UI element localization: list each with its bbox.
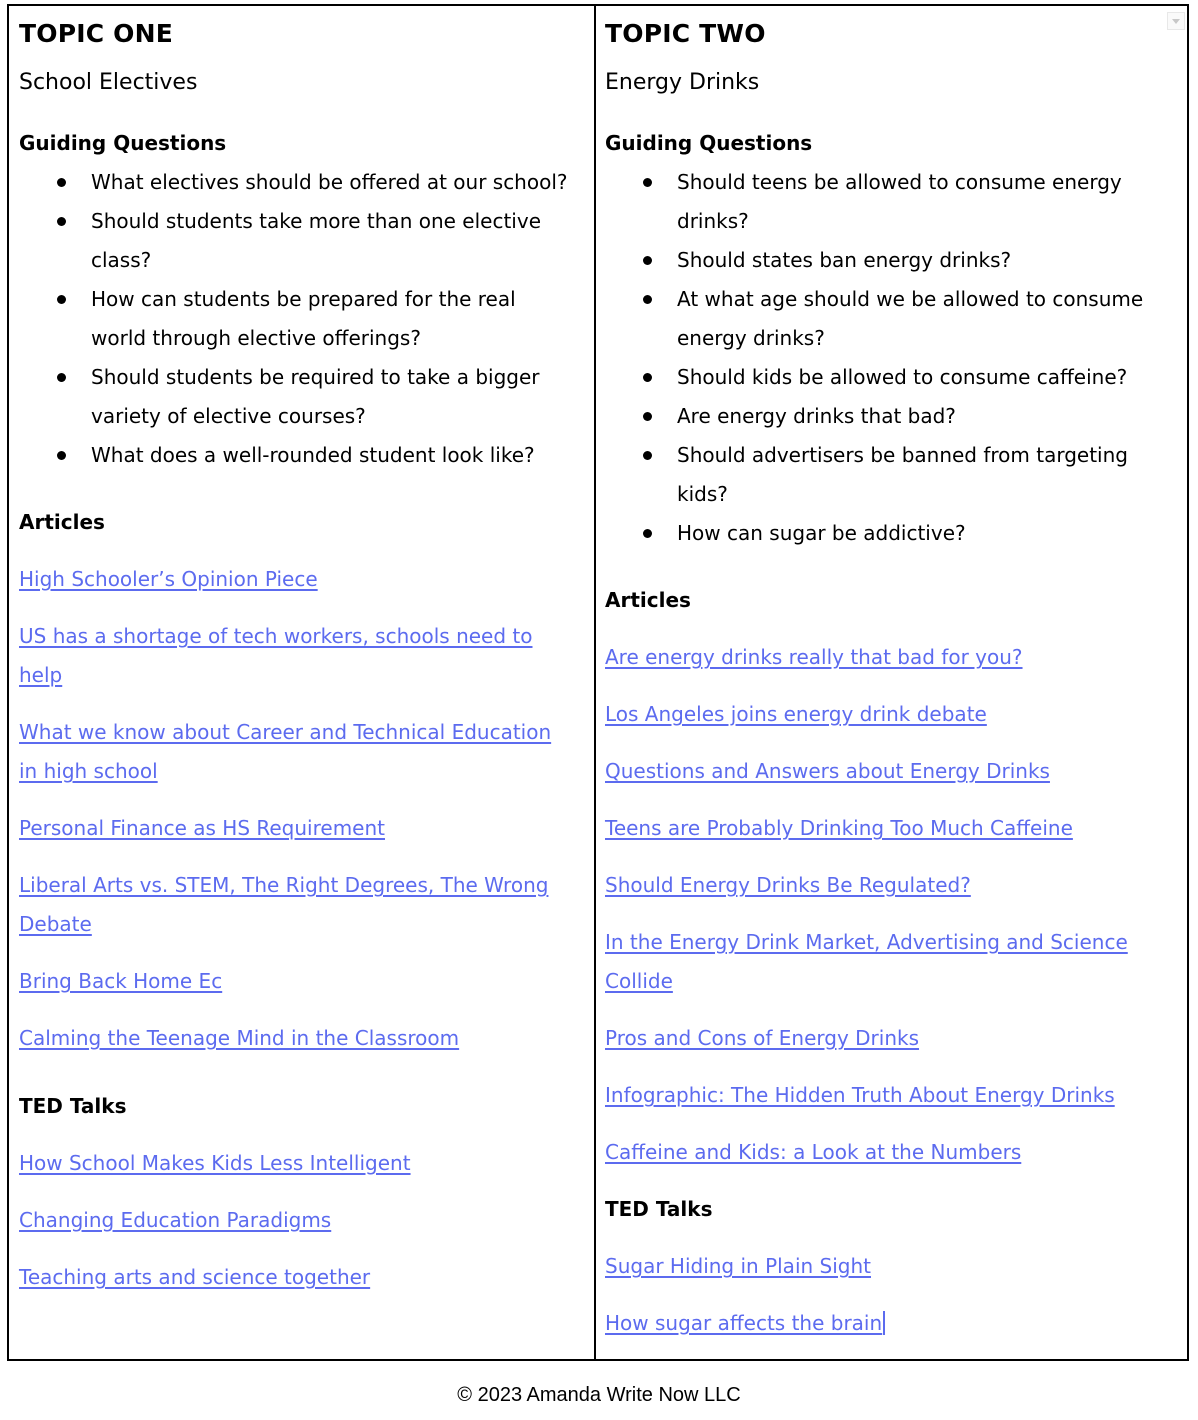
bullet-icon: [643, 451, 652, 460]
article-link[interactable]: In the Energy Drink Market, Advertising and Science: [605, 930, 1128, 954]
bullet-icon: [643, 295, 652, 304]
article-link[interactable]: Bring Back Home Ec: [19, 969, 223, 993]
article-link[interactable]: Should Energy Drinks Be Regulated?: [605, 873, 971, 897]
article-link[interactable]: Los Angeles joins energy drink debate: [605, 702, 987, 726]
text-cursor: [883, 1311, 885, 1335]
guiding-question: class?: [91, 248, 152, 272]
topic-subtitle: School Electives: [19, 70, 198, 95]
guiding-question: How can students be prepared for the real: [91, 287, 516, 311]
article-link[interactable]: Collide: [605, 969, 673, 993]
article-link[interactable]: help: [19, 663, 63, 687]
bullet-icon: [643, 412, 652, 421]
articles-heading: Articles: [605, 588, 691, 612]
column-divider: [594, 4, 596, 1361]
article-link[interactable]: High Schooler’s Opinion Piece: [19, 567, 318, 591]
guiding-question: At what age should we be allowed to consume: [677, 287, 1144, 311]
article-link[interactable]: Teens are Probably Drinking Too Much Caffeine: [605, 816, 1073, 840]
copyright-footer: © 2023 Amanda Write Now LLC: [457, 1384, 741, 1406]
guiding-questions-heading: Guiding Questions: [605, 131, 813, 155]
guiding-questions-heading: Guiding Questions: [19, 131, 227, 155]
guiding-question: How can sugar be addictive?: [677, 521, 966, 545]
article-link[interactable]: Debate: [19, 912, 92, 936]
guiding-question: Should advertisers be banned from targeting: [677, 443, 1128, 467]
bullet-icon: [57, 295, 66, 304]
guiding-question: drinks?: [677, 209, 749, 233]
guiding-question: Are energy drinks that bad?: [677, 404, 956, 428]
ted-talk-link[interactable]: How School Makes Kids Less Intelligent: [19, 1151, 411, 1175]
article-link[interactable]: Caffeine and Kids: a Look at the Numbers: [605, 1140, 1022, 1164]
guiding-question: What does a well-rounded student look like?: [91, 443, 535, 467]
ted-talk-link[interactable]: Sugar Hiding in Plain Sight: [605, 1254, 871, 1278]
guiding-question: Should students take more than one elective: [91, 209, 541, 233]
topic-subtitle: Energy Drinks: [605, 70, 760, 95]
bullet-icon: [643, 256, 652, 265]
bullet-icon: [57, 217, 66, 226]
article-link[interactable]: Pros and Cons of Energy Drinks: [605, 1026, 920, 1050]
ted-talks-heading: TED Talks: [19, 1094, 127, 1118]
bullet-icon: [643, 529, 652, 538]
topic-title: TOPIC ONE: [19, 19, 174, 48]
guiding-question: Should kids be allowed to consume caffeine?: [677, 365, 1128, 389]
ted-talk-link[interactable]: Changing Education Paradigms: [19, 1208, 332, 1232]
topic-title: TOPIC TWO: [605, 19, 766, 48]
article-link[interactable]: Liberal Arts vs. STEM, The Right Degrees, The Wrong: [19, 873, 549, 897]
article-link[interactable]: What we know about Career and Technical Education: [19, 720, 552, 744]
ted-talks-heading: TED Talks: [605, 1197, 713, 1221]
dropdown-triangle-icon[interactable]: [1167, 12, 1185, 30]
guiding-question: Should students be required to take a bigger: [91, 365, 540, 389]
guiding-question: Should states ban energy drinks?: [677, 248, 1012, 272]
article-link[interactable]: Questions and Answers about Energy Drinks: [605, 759, 1050, 783]
article-link[interactable]: Personal Finance as HS Requirement: [19, 816, 385, 840]
bullet-icon: [643, 373, 652, 382]
article-link[interactable]: US has a shortage of tech workers, schools need to: [19, 624, 533, 648]
article-link[interactable]: Are energy drinks really that bad for you?: [605, 645, 1023, 669]
guiding-question: What electives should be offered at our school?: [91, 170, 568, 194]
article-link[interactable]: Calming the Teenage Mind in the Classroom: [19, 1026, 460, 1050]
ted-talk-link[interactable]: How sugar affects the brain: [605, 1311, 885, 1335]
ted-talk-link[interactable]: Teaching arts and science together: [19, 1265, 371, 1289]
article-link[interactable]: in high school: [19, 759, 158, 783]
guiding-question: variety of elective courses?: [91, 404, 366, 428]
bullet-icon: [643, 178, 652, 187]
bullet-icon: [57, 451, 66, 460]
articles-heading: Articles: [19, 510, 105, 534]
bullet-icon: [57, 373, 66, 382]
guiding-question: world through elective offerings?: [91, 326, 421, 350]
article-link[interactable]: Infographic: The Hidden Truth About Energy Drinks: [605, 1083, 1115, 1107]
guiding-question: Should teens be allowed to consume energy: [677, 170, 1122, 194]
guiding-question: kids?: [677, 482, 728, 506]
guiding-question: energy drinks?: [677, 326, 825, 350]
bullet-icon: [57, 178, 66, 187]
